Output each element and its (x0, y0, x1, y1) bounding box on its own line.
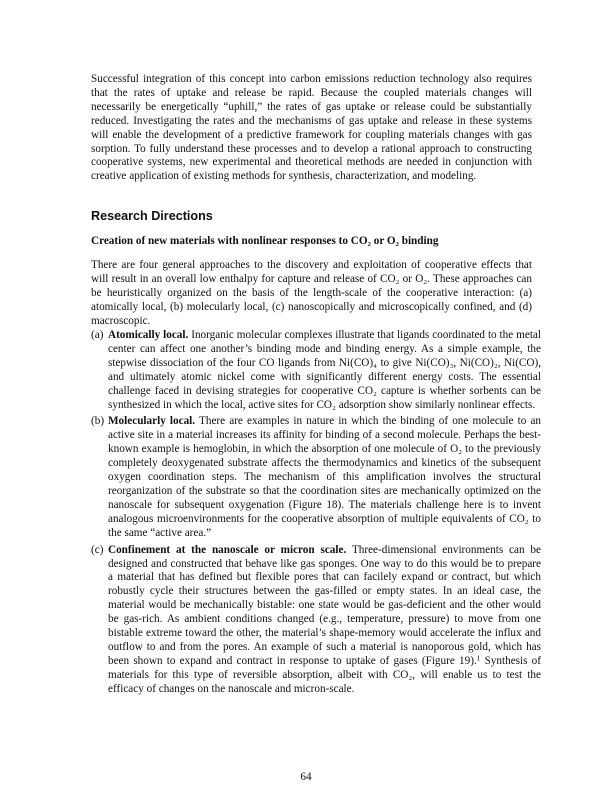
list-item-text: Three-dimensional environments can be designed and constructed that behave like gas sponges. One way to do this would be to prepare a material that has defined but flexible pores that can facilely expand or contract, but which robustly cycle their structures between the gas-filled or empty states. In an ideal case, the material would be mechanically bistable: one state would be gas-deficient and the other would be gas-rich. As ambient conditions changed (e.g., temperature, pressure) to move from one bistable extreme toward the other, the material’s shape-memory would accelerate the influx and outflow to and from the pores. An example of such a material is nanoporous gold, which has been shown to expand and contract in response to uptake of gases (Figure 19). (108, 543, 541, 667)
list-item (91, 329, 541, 412)
subheading (91, 235, 438, 249)
list-item-marker: (c) (91, 543, 104, 556)
subheading-text: Creation of new materials with nonlinear responses to CO₂ or O₂ binding (91, 235, 439, 247)
list-item-text: There are examples in nature in which the binding of one molecule to an active site in a material increases its affinity for binding of a second molecule. Perhaps the best-known example is hemoglobin, in which the absorption of one molecule of O₂ to the previously completely deoxygenated substrate affects the thermodynamics and kinetics of the subsequent oxygen coordination steps. The mechanism of this amplification involves the structural reorganization of the substrate so that the coordination sites are mechanically optimized on the nanoscale for subsequent oxygenation (Figure 18). The materials challenge here is to invent analogous microenvironments for the cooperative absorption of multiple equivalents of CO₂ to the same “active area.” (108, 415, 542, 539)
list-item (91, 415, 541, 540)
list-item-lead: Confinement at the nanoscale or micron scale. (108, 543, 347, 556)
approaches-paragraph: There are four general approaches to the discovery and exploitation of cooperative effects that will result in an overall low enthalpy for capture and release of CO₂ or O₂. These approaches can be heuristically organized on the basis of the length-scale of the cooperative interaction: (a) atomically local, (b) molecularly local, (c) nanoscopically and microscopically confined, and (d) macroscopic. (91, 259, 532, 327)
footnote-reference[interactable]: 1 (476, 654, 481, 663)
intro-paragraph: Successful integration of this concept into carbon emissions reduction technology also requires that the rates of uptake and release be rapid. Because the coupled materials changes will necessarily be energetically “uphill,” the rates of gas uptake or release could be substantially reduced. Investigating the rates and the mechanisms of gas uptake and release in these systems will enable the development of a predictive framework for coupling materials changes with gas sorption. To fully understand these processes and to develop a rational approach to constructing cooperative systems, new experimental and theoretical methods are needed in conjunction with creative application of existing methods for synthesis, characterization, and modeling. (91, 73, 532, 183)
list-item-lead: Molecularly local. (108, 415, 196, 428)
section-heading: Research Directions (91, 209, 213, 223)
list-item (91, 544, 541, 697)
list-item-marker: (b) (91, 415, 105, 428)
approaches-list (91, 329, 541, 700)
list-item-text: Inorganic molecular complexes illustrate that ligands coordinated to the metal center can affect one another’s binding mode and binding energy. As a simple example, the stepwise dissociation of the four CO ligands from Ni(CO)₄ to give Ni(CO)₃, Ni(CO)₂, Ni(CO), and ultimately atomic nickel come with significantly different energy costs. The essential challenge faced in devising strategies for cooperative CO₂ capture is whether sorbents can be synthesized in which the local, active sites for CO₂ adsorption show similarly nonlinear effects. (108, 329, 541, 411)
list-item-text-continued: Synthesis of materials for this type of reversible absorption, albeit with CO₂, will enable us to test the efficacy of changes on the nanoscale and micron-scale. (108, 654, 541, 695)
list-item-lead: Atomically local. (108, 329, 189, 341)
page-number: 64 (300, 771, 312, 783)
list-item-marker: (a) (91, 329, 104, 341)
